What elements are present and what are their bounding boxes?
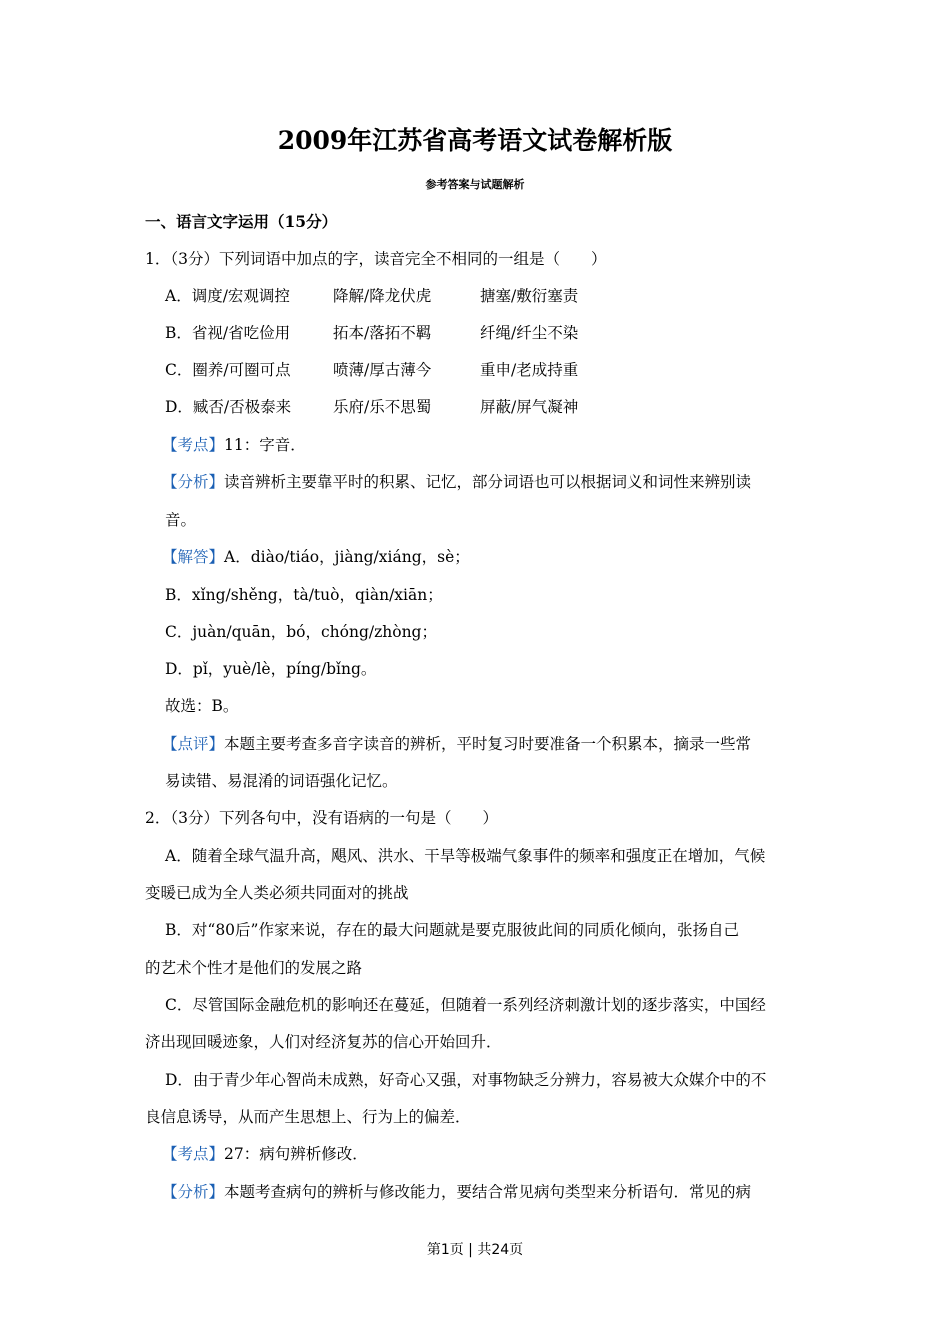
q1-option-d-3: 屏蔽/屏气凝神 [480, 398, 579, 416]
q2-option-d-cont: 良信息诱导，从而产生思想上、行为上的偏差． [145, 1108, 471, 1126]
section-heading: 一、语言文字运用（15分） [145, 212, 338, 231]
q1-jieda-d: D．pǐ，yuè/lè，píng/bǐng。 [165, 660, 377, 678]
q2-fenxi [162, 1182, 751, 1202]
dianping-tag: 【点评】 [162, 735, 225, 753]
q1-option-a-3: 搪塞/敷衍塞责 [480, 287, 579, 305]
q1-option-d [165, 397, 578, 417]
q1-option-c [165, 360, 578, 380]
kaodian-tag: 【考点】 [162, 1145, 225, 1163]
q2-option-d: D．由于青少年心智尚未成熟，好奇心又强，对事物缺乏分辨力，容易被大众媒介中的不 [165, 1071, 767, 1089]
q1-option-b-3: 纤绳/纤尘不染 [480, 324, 579, 342]
fenxi-text: 读音辨析主要靠平时的积累、记忆，部分词语也可以根据词义和词性来辨别读 [224, 473, 752, 491]
q1-fenxi-cont: 音。 [165, 511, 197, 529]
document-subtitle: 参考答案与试题解析 [425, 178, 525, 191]
kaodian-text: 27：病句辨析修改． [224, 1145, 368, 1163]
q1-option-c-1: C．圈养/可圈可点 [165, 361, 291, 379]
fenxi-text: 本题考查病句的辨析与修改能力，要结合常见病句类型来分析语句．常见的病 [224, 1183, 752, 1201]
q1-option-a-1: A．调度/宏观调控 [165, 287, 290, 305]
kaodian-tag: 【考点】 [162, 436, 225, 454]
fenxi-tag: 【分析】 [162, 473, 225, 491]
kaodian-text: 11：字音． [224, 436, 306, 454]
q2-option-c-cont: 济出现回暖迹象，人们对经济复苏的信心开始回升． [145, 1033, 502, 1051]
jieda-tag: 【解答】 [162, 548, 225, 566]
page-footer: 第1页 | 共24页 [426, 1242, 524, 1258]
q1-option-d-2: 乐府/乐不思蜀 [333, 398, 432, 416]
q2-option-c: C．尽管国际金融危机的影响还在蔓延，但随着一系列经济刺激计划的逐步落实，中国经 [165, 996, 766, 1014]
q2-option-a-cont: 变暖已成为全人类必须共同面对的挑战 [145, 884, 409, 902]
document-title: 2009年江苏省高考语文试卷解析版 [277, 126, 673, 155]
q2-kaodian [162, 1144, 368, 1164]
q1-option-c-3: 重申/老成持重 [480, 361, 579, 379]
q1-jieda [162, 547, 470, 567]
fenxi-tag: 【分析】 [162, 1183, 225, 1201]
q1-option-b-1: B．省视/省吃俭用 [165, 324, 291, 342]
q1-option-a [165, 286, 578, 306]
q1-fenxi [162, 472, 751, 492]
question-1-stem: 1．（3分）下列词语中加点的字，读音完全不相同的一组是（ ） [145, 250, 607, 268]
q1-option-a-2: 降解/降龙伏虎 [333, 287, 432, 305]
q1-dianping [162, 734, 751, 754]
q2-option-a: A．随着全球气温升高，飓风、洪水、干旱等极端气象事件的频率和强度正在增加，气候 [165, 847, 766, 865]
q2-option-b: B．对“80后”作家来说，存在的最大问题就是要克服彼此间的同质化倾向，张扬自己 [165, 921, 739, 939]
question-2-stem: 2．（3分）下列各句中，没有语病的一句是（ ） [145, 809, 498, 827]
q1-dianping-cont: 易读错、易混淆的词语强化记忆。 [165, 772, 398, 790]
q1-option-c-2: 喷薄/厚古薄今 [333, 361, 432, 379]
jieda-a: A．diào/tiáo，jiàng/xiáng，sè； [224, 548, 470, 566]
q1-option-d-1: D．臧否/否极泰来 [165, 398, 292, 416]
q2-option-b-cont: 的艺术个性才是他们的发展之路 [145, 959, 363, 977]
q1-answer: 故选：B。 [165, 697, 239, 715]
q1-option-b-2: 拓本/落拓不羁 [333, 324, 432, 342]
q1-jieda-c: C．juàn/quān，bó，chóng/zhòng； [165, 623, 437, 641]
q1-option-b [165, 323, 578, 343]
q1-kaodian [162, 435, 306, 455]
dianping-text: 本题主要考查多音字读音的辨析，平时复习时要准备一个积累本，摘录一些常 [224, 735, 752, 753]
q1-jieda-b: B．xǐng/shěng，tà/tuò，qiàn/xiān； [165, 586, 443, 604]
